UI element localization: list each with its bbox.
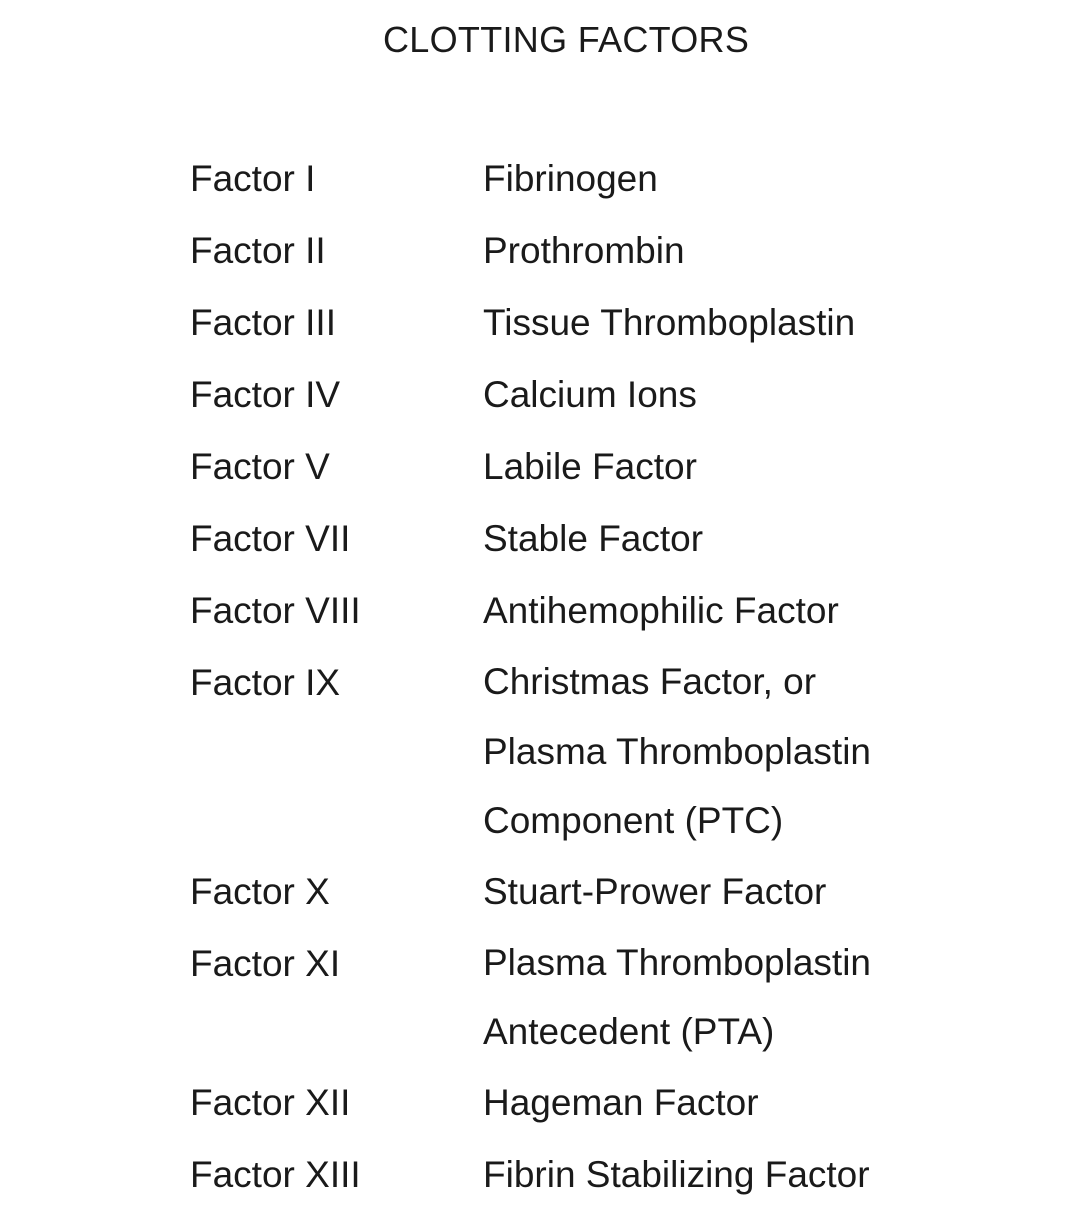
factor-row (190, 928, 1010, 1067)
factor-name (483, 1067, 759, 1139)
factor-row (190, 143, 1010, 215)
factor-name-line: Plasma Thromboplastin (483, 730, 871, 772)
factor-number: Factor V (190, 446, 330, 487)
factor-number: Factor VIII (190, 590, 361, 631)
factor-name-line: Prothrombin (483, 230, 685, 271)
factor-name-line: Labile Factor (483, 446, 697, 487)
factor-row (190, 359, 1010, 431)
factor-name (483, 503, 703, 575)
factor-row (190, 503, 1010, 575)
factor-number: Factor I (190, 158, 316, 199)
factor-name (483, 1139, 870, 1211)
factor-name-line: Plasma Thromboplastin (483, 941, 871, 983)
factor-row (190, 431, 1010, 503)
factor-name-line: Tissue Thromboplastin (483, 302, 856, 343)
factor-name-line: Fibrin Stabilizing Factor (483, 1153, 870, 1195)
factor-name (483, 431, 697, 503)
factor-number: Factor II (190, 230, 326, 271)
factor-name-line: Stuart-Prower Factor (483, 870, 827, 912)
factor-number: Factor XI (190, 942, 341, 984)
factor-number: Factor III (190, 302, 336, 343)
factor-row (190, 287, 1010, 359)
factor-name-line: Christmas Factor, or (483, 661, 817, 702)
factor-name (483, 856, 826, 928)
factor-row (190, 1067, 1010, 1139)
factor-name (483, 359, 697, 431)
factor-name (483, 143, 658, 215)
factor-name (483, 287, 855, 359)
factor-name-line: Component (PTC) (483, 800, 784, 841)
factor-number: Factor X (190, 870, 330, 912)
factor-number: Factor VII (190, 518, 351, 559)
factor-name (483, 215, 685, 287)
factor-name (483, 928, 871, 1067)
factor-name-line: Hageman Factor (483, 1081, 759, 1123)
factor-number: Factor XII (190, 1081, 351, 1123)
clotting-factor-table (190, 143, 1010, 1211)
factor-number: Factor IV (190, 374, 341, 415)
factor-number: Factor XIII (190, 1153, 361, 1195)
factor-name (483, 575, 839, 647)
factor-row (190, 575, 1010, 647)
factor-name (483, 647, 871, 856)
factor-row (190, 647, 1010, 856)
factor-name-line: Stable Factor (483, 518, 704, 559)
factor-row (190, 1139, 1010, 1211)
factor-name-line: Fibrinogen (483, 158, 658, 199)
document-title: CLOTTING FACTORS (383, 19, 750, 60)
factor-row (190, 856, 1010, 928)
factor-name-line: Calcium Ions (483, 374, 697, 415)
factor-name-line: Antihemophilic Factor (483, 590, 839, 631)
factor-name-line: Antecedent (PTA) (483, 1011, 775, 1052)
factor-number: Factor IX (190, 662, 341, 703)
factor-row (190, 215, 1010, 287)
